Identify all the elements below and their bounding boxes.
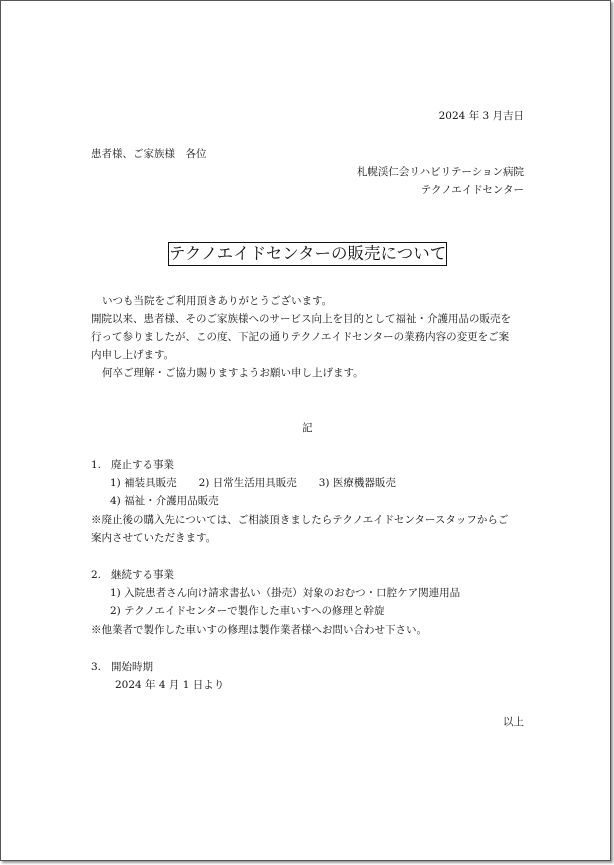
document-date: 2024 年 3 月吉日 xyxy=(438,110,524,122)
document-title: テクノエイドセンターの販売について xyxy=(168,242,447,266)
body-line: 行って参りましたが、この度、下記の通りテクノエイドセンターの業務内容の変更をご案 xyxy=(91,331,510,343)
sender-organization: 札幌渓仁会リハビリテーション病院 xyxy=(356,166,524,178)
section-1-heading xyxy=(91,460,174,471)
section-1-note: ※廃止後の購入先については、ご相談頂きましたらテクノエイドセンタースタッフからご xyxy=(91,514,509,526)
section-1-items-row xyxy=(110,478,396,489)
section-title: 継続する事業 xyxy=(111,569,174,581)
list-item: 1) 補装具販売 xyxy=(110,477,177,489)
list-item: 2) 日常生活用具販売 xyxy=(198,477,297,489)
ki-marker: 記 xyxy=(302,422,313,434)
start-date: 2024 年 4 月 1 日より xyxy=(115,679,225,691)
body-line: 内申し上げます。 xyxy=(91,349,175,361)
section-number: 3. xyxy=(91,661,102,673)
addressee: 患者様、ご家族様 各位 xyxy=(91,148,207,160)
section-number: 1. xyxy=(91,459,102,471)
list-item: 1) 入院患者さん向け請求書払い（掛売）対象のおむつ・口腔ケア関連用品 xyxy=(110,587,461,599)
body-line: いつも当院をご利用頂きありがとうございます。 xyxy=(102,295,333,307)
closing-ijou: 以上 xyxy=(503,716,524,728)
section-2-note: ※他業者で製作した車いすの修理は製作業者様へお問い合わせ下さい。 xyxy=(91,624,427,636)
list-item: 2) テクノエイドセンターで製作した車いすへの修理と幹旋 xyxy=(110,605,385,617)
section-3-heading xyxy=(91,662,153,673)
section-title: 廃止する事業 xyxy=(111,459,174,471)
list-item: 4) 福祉・介護用品販売 xyxy=(110,495,219,507)
section-title: 開始時期 xyxy=(111,661,153,673)
section-number: 2. xyxy=(91,569,102,581)
list-item: 3) 医療機器販売 xyxy=(318,477,396,489)
section-1-note: 案内させていただきます。 xyxy=(91,532,217,544)
section-2-heading xyxy=(91,570,174,581)
body-line: 開院以来、患者様、そのご家族様へのサービス向上を目的として福祉・介護用品の販売を xyxy=(91,313,511,325)
sender-department: テクノエイドセンター xyxy=(420,184,524,196)
body-line: 何卒ご理解・ご協力賜りますようお願い申し上げます。 xyxy=(102,367,364,379)
